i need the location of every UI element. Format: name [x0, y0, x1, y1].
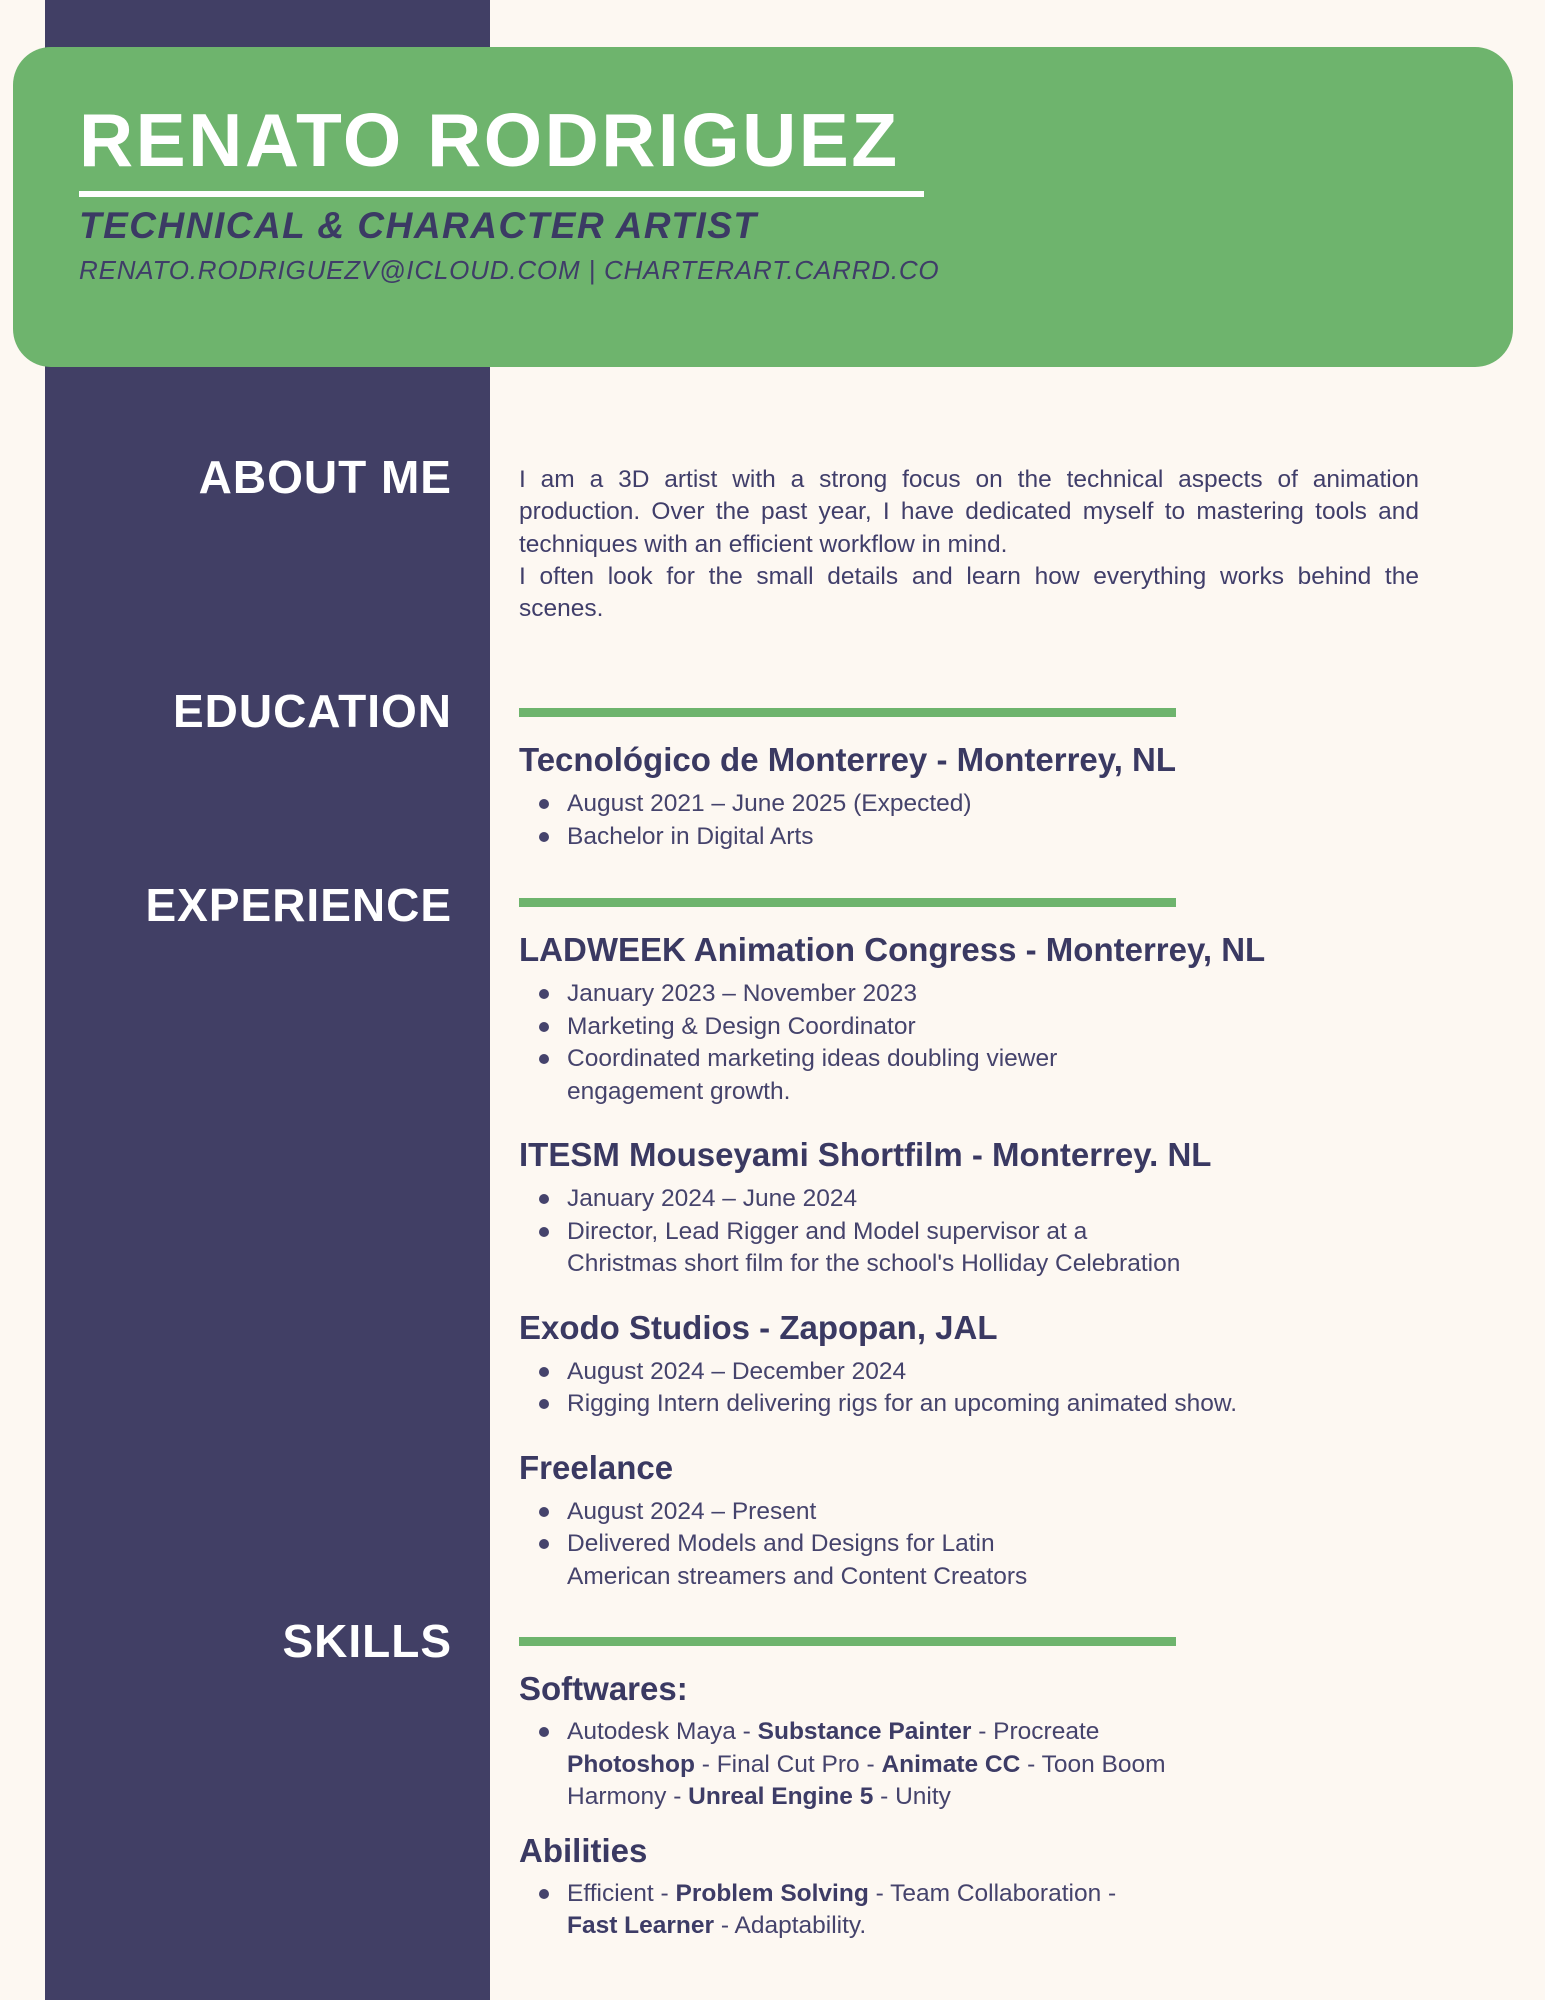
bold-text: Photoshop [567, 1750, 695, 1778]
section-divider [519, 898, 1176, 907]
text-segment: Autodesk Maya - [567, 1718, 758, 1745]
about-text [519, 464, 1419, 625]
bullet-item [519, 1043, 1424, 1108]
text-segment: - Team Collaboration - [868, 1879, 1117, 1907]
bullet-item [519, 821, 1424, 854]
bold-text: Problem Solving [675, 1879, 869, 1907]
entry [519, 1309, 1424, 1421]
entry [519, 1136, 1424, 1281]
text-segment: Coordinated marketing ideas doubling viewer [567, 1045, 1058, 1072]
text-segment: January 2024 – June 2024 [567, 1185, 858, 1212]
entry [519, 1670, 1424, 1814]
entry-heading: ITESM Mouseyami Shortfilm - Monterrey. NL [519, 1136, 1212, 1173]
sidebar-label-experience: EXPERIENCE [145, 879, 452, 931]
entry-heading: LADWEEK Animation Congress - Monterrey, NL [519, 931, 1266, 968]
section-divider [519, 708, 1176, 717]
entry-heading: Freelance [519, 1448, 674, 1486]
entry-heading: Abilities [519, 1831, 648, 1869]
bullet-item [519, 1496, 1424, 1529]
bold-text: Animate CC [881, 1750, 1021, 1778]
sidebar-label-education: EDUCATION [172, 685, 452, 737]
text-segment: engagement growth. [567, 1077, 791, 1105]
bullet-item [519, 1878, 1424, 1943]
bold-text: Fast Learner [567, 1912, 715, 1939]
bullet-item [519, 1011, 1424, 1044]
text-segment: Marketing & Design Coordinator [567, 1012, 916, 1040]
text-segment: American streamers and Content Creators [567, 1562, 1028, 1590]
bold-text: Substance Painter [757, 1718, 972, 1745]
entry [519, 1832, 1424, 1943]
sidebar-label-about: ABOUT ME [198, 451, 452, 503]
text-segment: Harmony - [567, 1783, 689, 1810]
text-segment: - Adaptability. [714, 1912, 867, 1939]
text-segment: Christmas short film for the school's Holliday Celebration [567, 1250, 1181, 1277]
bullet-list [519, 1496, 1424, 1594]
contact-line: RENATO.RODRIGUEZV@ICLOUD.COM | CHARTERART.CARRD.CO [79, 255, 940, 285]
entry-heading: Softwares: [519, 1670, 688, 1707]
about-paragraph: I am a 3D artist with a strong focus on the technical aspects of animation production. Over the past year, I have dedicated myself to mastering tools and techniques with an efficient workflow in mind. [519, 466, 1419, 558]
text-segment: August 2024 – Present [567, 1497, 817, 1525]
section-divider [519, 1637, 1176, 1646]
name-heading: RENATO RODRIGUEZ [79, 97, 924, 197]
bullet-item [519, 1183, 1424, 1216]
bold-text: Unreal Engine 5 [688, 1783, 874, 1810]
text-segment: Delivered Models and Designs for Latin [567, 1530, 995, 1557]
job-title: TECHNICAL & CHARACTER ARTIST [79, 205, 758, 246]
text-segment: - Unity [873, 1783, 951, 1810]
section-education [519, 708, 1424, 853]
entry-heading: Tecnológico de Monterrey - Monterrey, NL [519, 741, 1177, 778]
bullet-item [519, 1216, 1424, 1281]
bullet-item [519, 1388, 1424, 1421]
header-card [13, 47, 1513, 367]
text-segment: - Final Cut Pro - [694, 1750, 882, 1778]
text-segment: Director, Lead Rigger and Model supervisor at a [567, 1217, 1088, 1245]
about-paragraph: I often look for the small details and learn how everything works behind the scenes. [519, 562, 1419, 623]
entry [519, 1449, 1424, 1594]
bullet-list [519, 1183, 1424, 1281]
text-segment: January 2023 – November 2023 [567, 980, 918, 1007]
bullet-list [519, 1878, 1424, 1943]
text-segment: August 2024 – December 2024 [567, 1357, 907, 1385]
entry-heading: Exodo Studios - Zapopan, JAL [519, 1308, 998, 1346]
sidebar-label-skills: SKILLS [282, 1615, 452, 1667]
text-segment: Rigging Intern delivering rigs for an upcoming animated show. [567, 1390, 1238, 1417]
text-segment: Efficient - [567, 1879, 676, 1907]
bullet-list [519, 978, 1424, 1108]
bullet-item [519, 1528, 1424, 1593]
bullet-item [519, 788, 1424, 821]
bullet-item [519, 1716, 1424, 1814]
text-segment: Bachelor in Digital Arts [567, 822, 814, 850]
section-experience [519, 898, 1424, 1593]
bullet-list [519, 788, 1424, 853]
bullet-item [519, 1356, 1424, 1389]
section-skills [519, 1637, 1424, 1943]
bullet-list [519, 1716, 1424, 1814]
bullet-list [519, 1356, 1424, 1421]
entry [519, 741, 1424, 853]
text-segment: August 2021 – June 2025 (Expected) [567, 790, 972, 817]
entry [519, 931, 1424, 1108]
bullet-item [519, 978, 1424, 1011]
text-segment: - Procreate [971, 1718, 1100, 1745]
text-segment: - Toon Boom [1020, 1750, 1166, 1778]
